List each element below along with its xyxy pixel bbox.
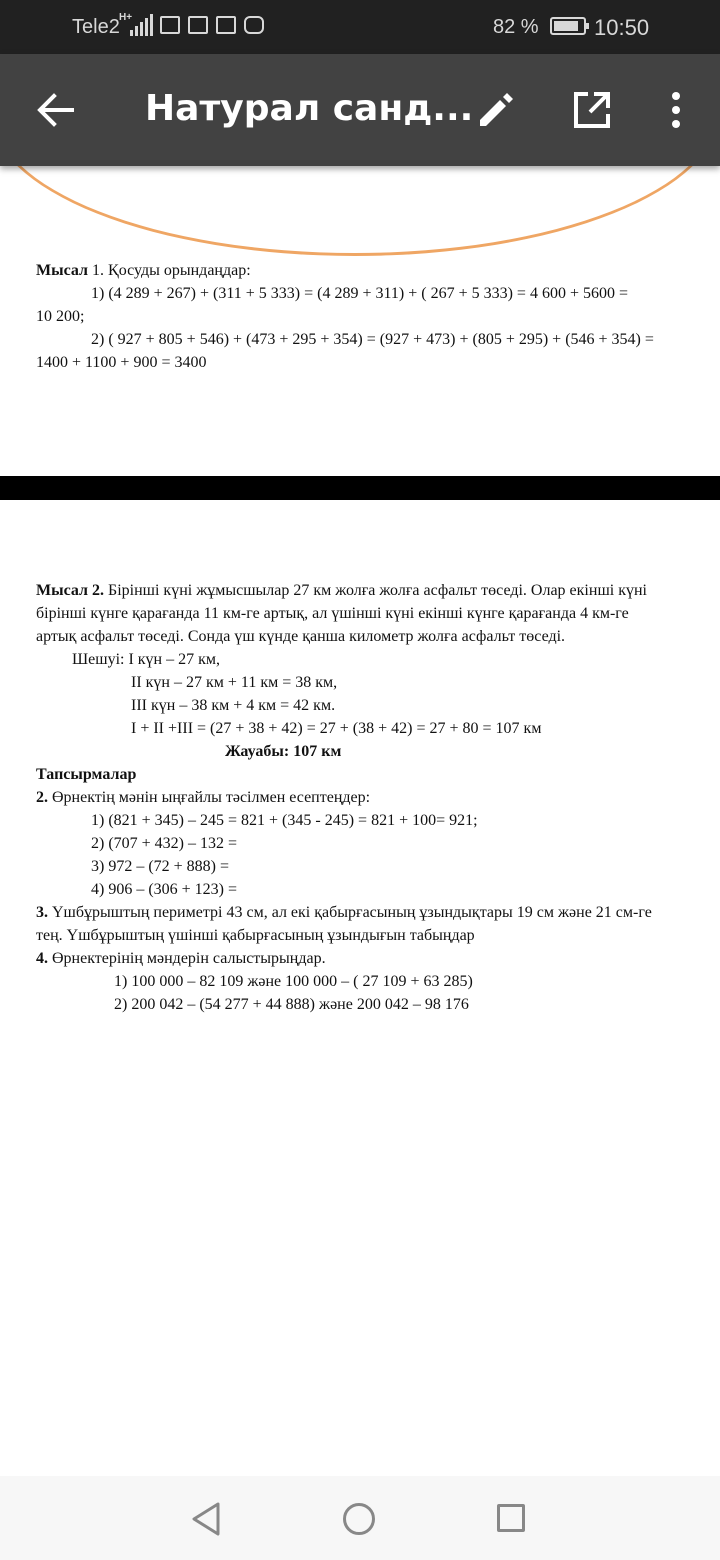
- example-1-line: 2) ( 927 + 805 + 546) + (473 + 295 + 354) = (927 + 473) + (805 + 295) + (546 + 354) =: [91, 331, 654, 348]
- carrier-label: Tele2: [72, 16, 120, 38]
- app-bar: [0, 54, 720, 166]
- battery-percent: 82 %: [493, 16, 539, 38]
- task-3-text: 3. Үшбұрыштың периметрі 43 см, ал екі қабырғасының ұзындықтары 19 см және 21 см-ге: [36, 904, 652, 921]
- example-1-line: 1) (4 289 + 267) + (311 + 5 333) = (4 289 + 311) + ( 267 + 5 333) = 4 600 + 5600 =: [91, 285, 628, 302]
- network-type: H+: [119, 12, 133, 23]
- document-page-1: [0, 166, 720, 476]
- recents-square-icon[interactable]: [497, 1504, 525, 1532]
- task-2-item: 4) 906 – (306 + 123) =: [91, 881, 238, 898]
- solution-line: ІІ күн – 27 км + 11 км = 38 км,: [131, 674, 338, 691]
- example-1-line: 10 200;: [36, 308, 85, 325]
- task-4-item: 2) 200 042 – (54 277 + 44 888) және 200 042 – 98 176: [114, 996, 469, 1013]
- instagram-icon: [244, 16, 264, 34]
- solution-line: ІІІ күн – 38 км + 4 км = 42 км.: [131, 697, 336, 714]
- task-4-item: 1) 100 000 – 82 109 және 100 000 – ( 27 109 + 63 285): [114, 973, 473, 990]
- more-vert-icon[interactable]: [664, 90, 688, 130]
- task-2-heading: 2. Өрнектің мәнін ыңғайлы тәсілмен есептеңдер:: [36, 789, 371, 806]
- battery-icon: [550, 17, 586, 35]
- signal-icon: [130, 14, 153, 36]
- task-2-item: 1) (821 + 345) – 245 = 821 + (345 - 245) = 821 + 100= 921;: [91, 812, 478, 829]
- home-circle-icon[interactable]: [343, 1503, 375, 1535]
- open-external-icon[interactable]: [572, 90, 612, 130]
- example-2-text: артық асфальт төседі. Сонда үш күнде қанша километр жолға асфальт төседі.: [36, 628, 566, 645]
- status-bar: [0, 0, 720, 54]
- example-1-heading: Мысал 1. Қосуды орындаңдар:: [36, 262, 251, 279]
- task-2-item: 2) (707 + 432) – 132 =: [91, 835, 238, 852]
- tasks-heading: Тапсырмалар: [36, 766, 137, 783]
- arrow-left-icon[interactable]: [36, 90, 76, 130]
- page-separator: [0, 476, 720, 500]
- answer-line: Жауабы: 107 км: [225, 743, 342, 760]
- system-nav-bar: [0, 1476, 720, 1560]
- decorative-frame-arc: [0, 166, 720, 256]
- upload-notification-icon: [216, 16, 236, 34]
- album-notification-icon: [188, 16, 208, 34]
- pencil-icon[interactable]: [476, 90, 516, 130]
- example-2-text: бірінші күнге қарағанда 11 км-ге артық, ал үшінші күні екінші күнге қарағанда 4 км-ге: [36, 605, 629, 622]
- task-4-heading: 4. Өрнектерінің мәндерін салыстырыңдар.: [36, 950, 326, 967]
- document-title: Натурал санд...: [145, 88, 474, 129]
- solution-line: Шешуі: І күн – 27 км,: [72, 651, 221, 668]
- task-2-item: 3) 972 – (72 + 888) =: [91, 858, 230, 875]
- example-1-line: 1400 + 1100 + 900 = 3400: [36, 354, 207, 371]
- solution-line: І + ІІ +ІІІ = (27 + 38 + 42) = 27 + (38 + 42) = 27 + 80 = 107 км: [131, 720, 542, 737]
- task-3-text: тең. Үшбұрыштың үшінші қабырғасының ұзындығын табыңдар: [36, 927, 475, 944]
- example-2-text: Мысал 2. Бірінші күні жұмысшылар 27 км жолға жолға асфальт төседі. Олар екінші күні: [36, 582, 647, 599]
- gallery-notification-icon: [160, 16, 180, 34]
- document-viewer[interactable]: [0, 166, 720, 1476]
- back-triangle-icon[interactable]: [190, 1501, 222, 1537]
- document-page-2: [0, 500, 720, 1476]
- clock: 10:50: [594, 15, 650, 40]
